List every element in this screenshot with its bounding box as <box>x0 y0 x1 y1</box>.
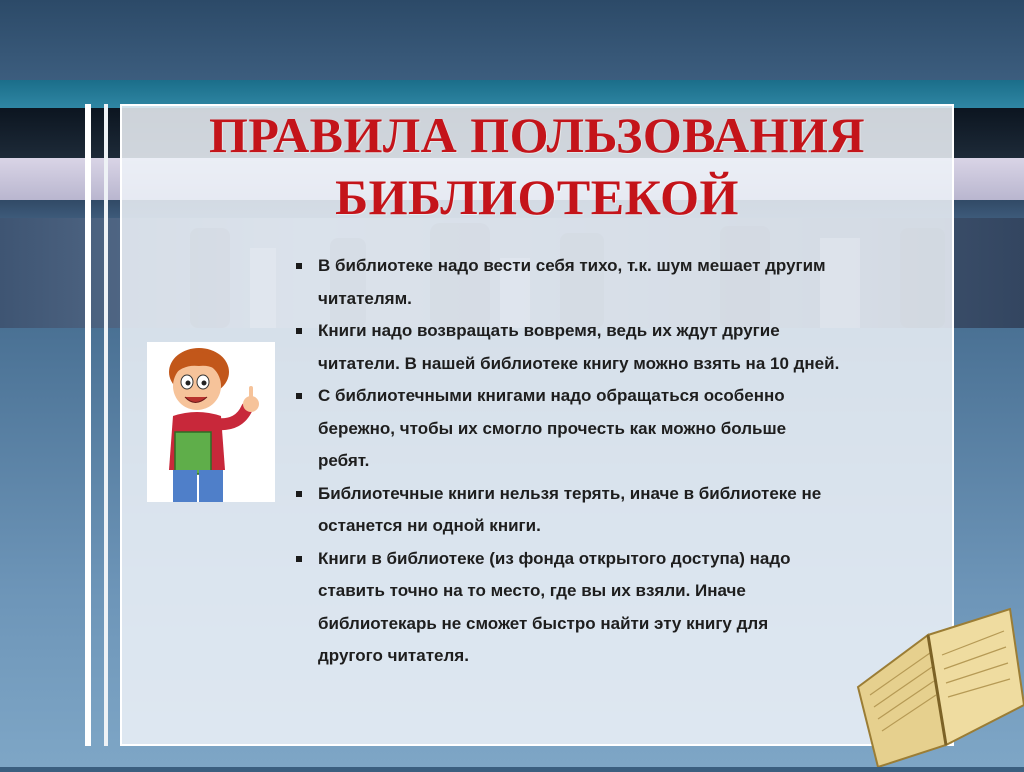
boy-illustration <box>147 342 275 502</box>
title-line-1: ПРАВИЛА ПОЛЬЗОВАНИЯ <box>209 107 865 163</box>
square-bullet-icon <box>296 393 302 399</box>
boy-with-book-icon <box>147 342 275 502</box>
rule-item <box>292 380 942 478</box>
background-top <box>0 0 1024 80</box>
open-book-icon <box>850 595 1024 767</box>
rule-item <box>292 250 942 315</box>
left-vertical-bar-thin <box>104 104 108 746</box>
slide-title-text <box>120 104 954 228</box>
rule-line: ребят. <box>318 451 370 470</box>
square-bullet-icon <box>296 328 302 334</box>
rule-line: Библиотечные книги нельзя терять, иначе в библиотеке не <box>318 483 822 503</box>
rule-line: Книги в библиотеке (из фонда открытого доступа) надо <box>318 548 791 568</box>
rule-line: останется ни одной книги. <box>318 516 541 535</box>
rule-line: другого читателя. <box>318 646 469 665</box>
rule-line: читатели. В нашей библиотеке книгу можно взять на 10 дней. <box>318 353 840 373</box>
rule-line: В библиотеке надо вести себя тихо, т.к. шум мешает другим <box>318 256 826 275</box>
rule-item <box>292 315 942 380</box>
rule-item <box>292 543 942 673</box>
rule-line: бережно, чтобы их смогло прочесть как можно больше <box>318 418 787 438</box>
square-bullet-icon <box>296 491 302 497</box>
rule-line: читателям. <box>318 288 412 308</box>
square-bullet-icon <box>296 556 302 562</box>
slide-title <box>120 104 954 228</box>
rule-line: С библиотечными книгами надо обращаться особенно <box>318 386 785 405</box>
rule-line: ставить точно на то место, где вы их взяли. Иначе <box>318 581 746 600</box>
rule-line: библиотекарь не сможет быстро найти эту книгу для <box>318 613 769 633</box>
rule-line: Книги надо возвращать вовремя, ведь их ждут другие <box>318 321 780 340</box>
square-bullet-icon <box>296 263 302 269</box>
rule-item <box>292 478 942 543</box>
rules-list <box>292 250 942 673</box>
left-vertical-bar <box>85 104 91 746</box>
open-book-illustration <box>850 595 1024 767</box>
title-line-2: БИБЛИОТЕКОЙ <box>335 169 739 225</box>
